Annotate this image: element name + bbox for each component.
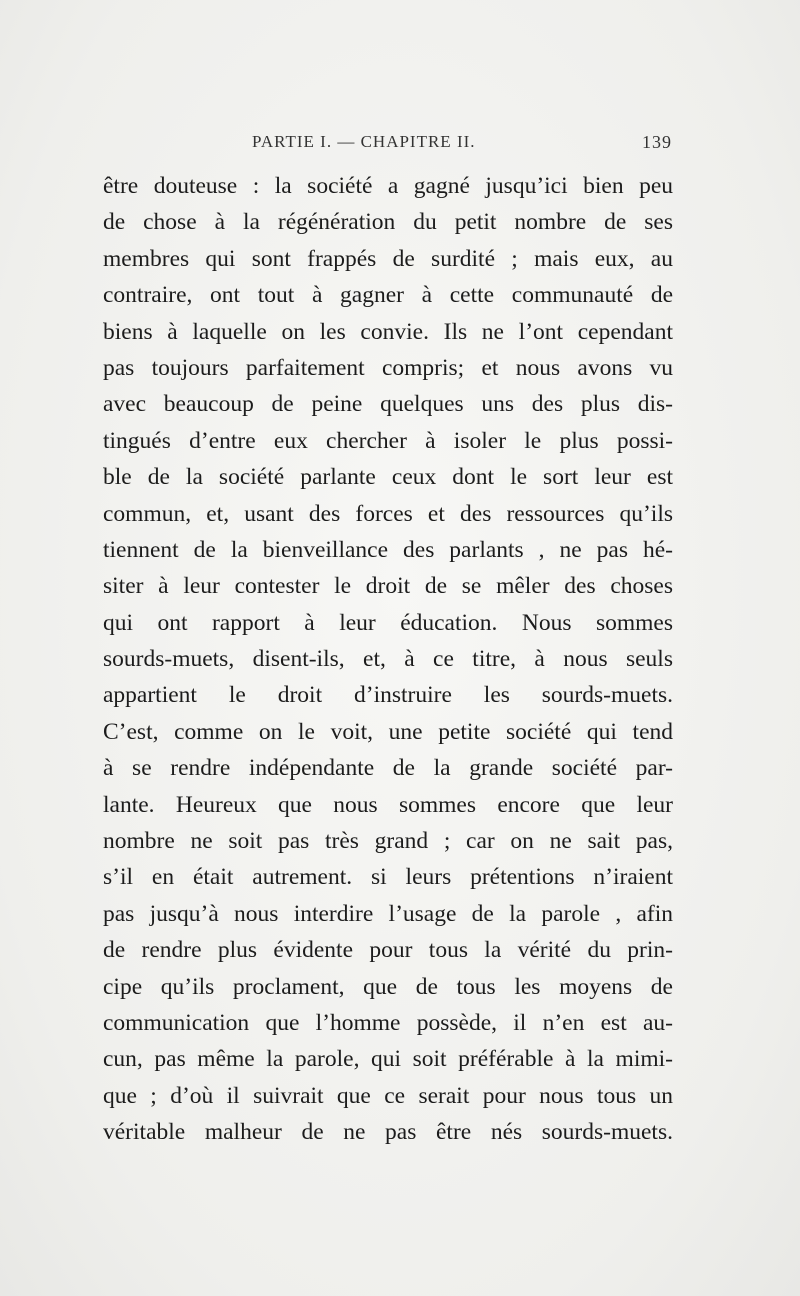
running-title: PARTIE I. — CHAPITRE II. — [252, 132, 476, 151]
text-line: biens à laquelle on les convie. Ils ne l’ont cependant — [103, 318, 673, 345]
text-line: cipe qu’ils proclament, que de tous les moyens de — [103, 973, 673, 1000]
text-line: avec beaucoup de peine quelques uns des plus dis- — [103, 391, 673, 418]
page-number: 139 — [642, 132, 672, 152]
text-line: membres qui sont frappés de surdité ; mais eux, au — [103, 245, 673, 272]
text-line: être douteuse : la société a gagné jusqu’ici bien peu — [103, 173, 673, 199]
text-line: nombre ne soit pas très grand ; car on ne sait pas, — [103, 828, 673, 855]
text-line: ble de la société parlante ceux dont le sort leur est — [103, 464, 673, 491]
text-line: pas toujours parfaitement compris; et nous avons vu — [103, 354, 673, 381]
text-line: siter à leur contester le droit de se mêler des choses — [103, 573, 673, 600]
text-line: tingués d’entre eux chercher à isoler le plus possi- — [103, 427, 673, 454]
text-line: que ; d’où il suivrait que ce serait pour nous tous un — [103, 1082, 673, 1109]
text-line: à se rendre indépendante de la grande société par- — [103, 755, 673, 782]
running-head — [102, 132, 672, 158]
text-line: véritable malheur de ne pas être nés sourds-muets. — [103, 1119, 673, 1146]
text-line: tiennent de la bienveillance des parlants , ne pas hé- — [103, 536, 673, 563]
text-line: C’est, comme on le voit, une petite société qui tend — [103, 718, 673, 745]
text-line: s’il en était autrement. si leurs prétentions n’iraient — [103, 864, 673, 891]
text-line: contraire, ont tout à gagner à cette communauté de — [103, 282, 673, 309]
text-line: commun, et, usant des forces et des ressources qu’ils — [103, 500, 673, 527]
text-line: qui ont rapport à leur éducation. Nous sommes — [103, 609, 673, 636]
text-line: de chose à la régénération du petit nombre de ses — [103, 209, 673, 236]
body-paragraph — [103, 168, 673, 1151]
text-line: appartient le droit d’instruire les sourds-muets. — [103, 682, 673, 709]
text-line: lante. Heureux que nous sommes encore que leur — [103, 791, 673, 818]
text-line: communication que l’homme possède, il n’en est au- — [103, 1009, 673, 1036]
text-line: de rendre plus évidente pour tous la vérité du prin- — [103, 937, 673, 964]
text-line: pas jusqu’à nous interdire l’usage de la parole , afin — [103, 900, 673, 927]
text-line: cun, pas même la parole, qui soit préférable à la mimi- — [103, 1046, 673, 1073]
text-line: sourds-muets, disent-ils, et, à ce titre, à nous seuls — [103, 646, 673, 673]
